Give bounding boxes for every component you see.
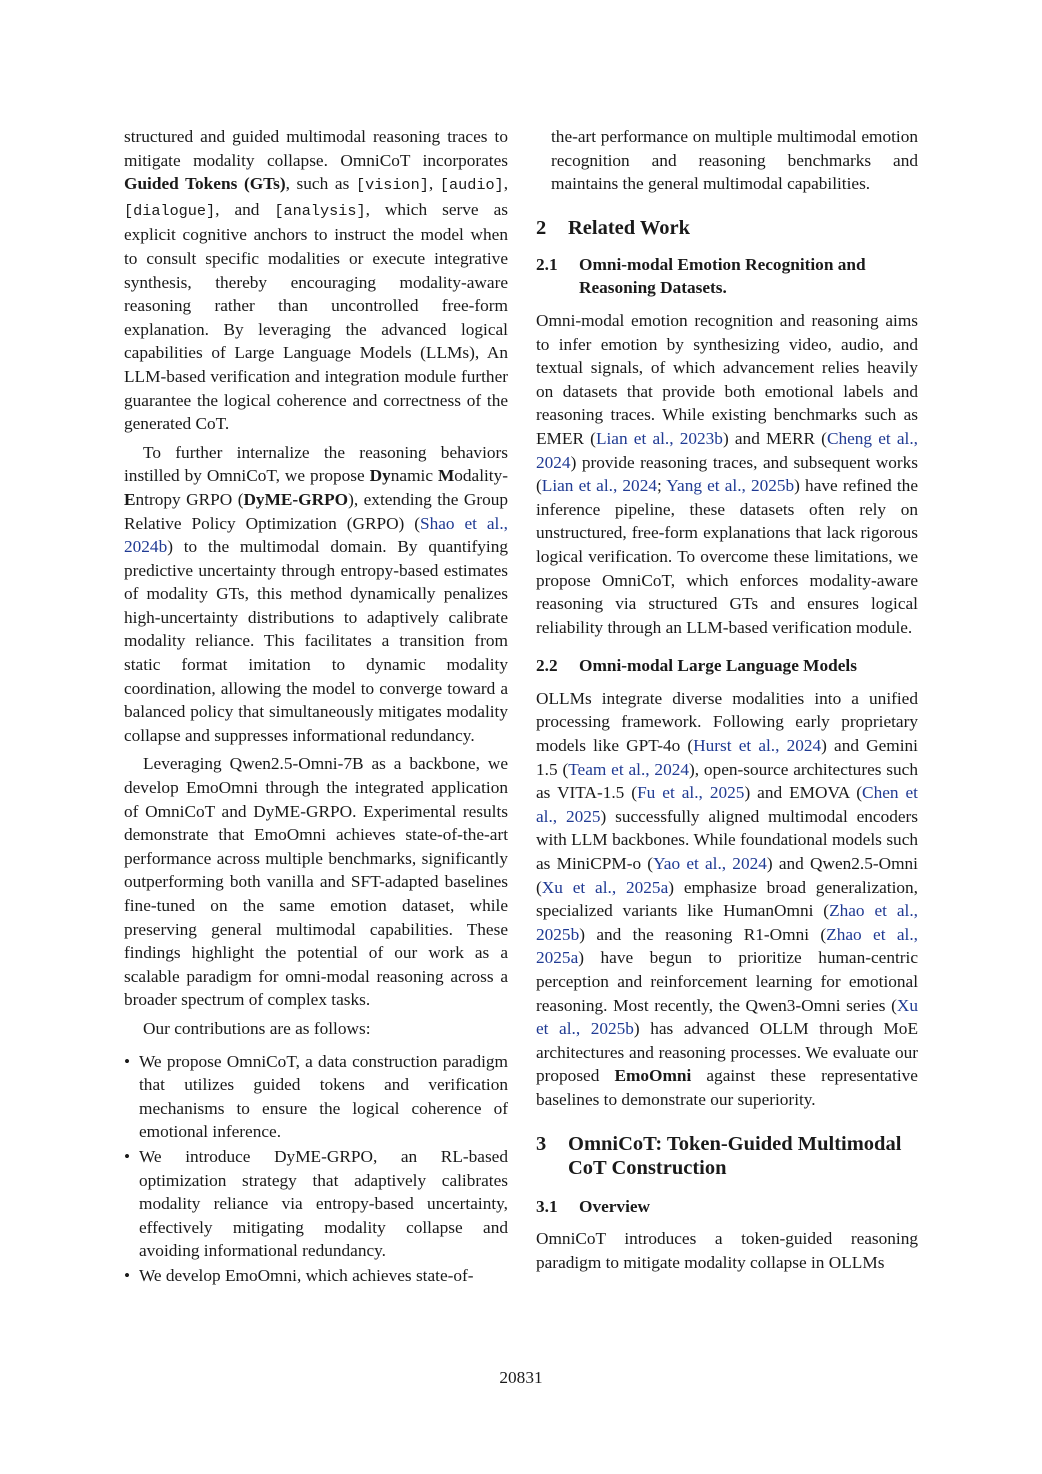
citation-link[interactable]: Fu et al., 2025 (637, 783, 745, 803)
paragraph-3-1: OmniCoT introduces a token-guided reasoning paradigm to mitigate modality collapse in OLLMs (536, 1229, 918, 1272)
subsection-heading-3-1: 3.1 Overview (536, 1196, 651, 1216)
citation-link[interactable]: Chen et al., 2025 (536, 783, 918, 826)
token-vision: [vision] (355, 176, 429, 195)
citation-link[interactable]: Xu et al., 2025a (541, 877, 669, 897)
citation-link[interactable]: Shao et al., 2024b (124, 513, 508, 557)
right-column (536, 125, 918, 1274)
citation-link[interactable]: Yao et al., 2024 (653, 854, 767, 874)
citation-link[interactable]: Yang et al., 2025b (666, 476, 795, 496)
citation-link[interactable]: Xu et al., 2025b (536, 995, 918, 1039)
section-heading-omnicot: 3 OmniCoT: Token-Guided Multimodal CoT Construction (536, 1132, 902, 1179)
contributions-list (124, 1050, 508, 1288)
continued-paragraph: the-art performance on multiple multimodal emotion recognition and reasoning benchmarks and maintains the general multimodal capabilities. (551, 127, 918, 194)
citation-link[interactable]: Lian et al., 2024 (541, 476, 657, 496)
citation-link[interactable]: Hurst et al., 2024 (693, 736, 822, 756)
list-item: • We develop EmoOmni, which achieves state-of- (124, 1264, 508, 1288)
list-item: • We introduce DyME-GRPO, an RL-based optimization strategy that adaptively calibrates modality reliance via entropy-based uncertainty, effectively mitigating modality collapse and avoiding informational redundancy. (124, 1145, 508, 1263)
citation-link[interactable]: Team et al., 2024 (568, 759, 689, 779)
subsection-heading-2-2: 2.2 Omni-modal Large Language Models (536, 656, 857, 676)
citation-link[interactable]: Cheng et al., 2024 (536, 428, 918, 472)
left-column (124, 125, 508, 1289)
token-audio: [audio] (439, 176, 504, 195)
emoomni-term: EmoOmni (614, 1066, 692, 1086)
page-number: 20831 (499, 1368, 543, 1387)
dyme-grpo-term: DyME-GRPO (243, 489, 349, 509)
citation-link[interactable]: Zhao et al., 2025b (536, 901, 918, 944)
paragraph-2-2: OLLMs integrate diverse modalities into a unified processing framework. Following early proprietary models like GPT-4o (Hurst et al., 2024) and Gemini 1.5 (Team et al., 2024), open-source architectures such as VITA-1.5 (Fu et al., 2025) and EMOVA (Chen et al., 2025) successfully aligned multimodal encoders with LLM backbones. While foundational models such as MiniCPM-o (Yao et al., 2024) and Qwen2.5-Omni (Xu et al., 2025a) emphasize broad generalization, specialized variants like HumanOmni (Zhao et al., 2025b) and the reasoning R1-Omni (Zhao et al., 2025a) have begun to prioritize human-centric perception and reinforcement learning for emotional reasoning. Most recently, the Qwen3-Omni series (Xu et al., 2025b) has advanced OLLM through MoE architectures and reasoning processes. We evaluate our proposed EmoOmni against these representative baselines to demonstrate our superiority. (536, 688, 919, 1109)
token-analysis: [analysis] (274, 201, 366, 220)
intro-paragraph-2: To further internalize the reasoning behaviors instilled by OmniCoT, we propose Dynamic Modality-Entropy GRPO (DyME-GRPO), extending the Group Relative Policy Optimization (GRPO) (Shao et al., 2024b) to the multimodal domain. By quantifying predictive uncertainty through entropy-based estimates of modality GTs, this method dynamically penalizes high-uncertainty distributions to adaptively calibrate modality reliance. This facilitates a transition from static format imitation to dynamic modality coordination, allowing the model to converge toward a balanced policy that simultaneously mitigates modality collapse and suppresses informational redundancy. (124, 442, 509, 745)
section-heading-related-work: 2 Related Work (536, 216, 691, 239)
intro-paragraph-3: Leveraging Qwen2.5-Omni-7B as a backbone, we develop EmoOmni through the integrated application of OmniCoT and DyME-GRPO. Experimental results demonstrate that EmoOmni achieves state-of-the-art performance across multiple benchmarks, significantly outperforming both vanilla and SFT-adapted baselines fine-tuned on the same emotion dataset, while preserving general multimodal capabilities. These findings highlight the potential of our work as a scalable paradigm for omni-modal reasoning across a broader spectrum of complex tasks. (124, 754, 508, 1010)
intro-paragraph-1: structured and guided multimodal reasoning traces to mitigate modality collapse. OmniCoT incorporates Guided Tokens (GTs), such as [vision], [audio], [dialogue], and [analysis], which serve as explicit cognitive anchors to instruct the model when to consult specific modalities or execute integrative synthesis, thereby encouraging modality-aware reasoning rather than uncontrolled free-form explanation. By leveraging the advanced logical capabilities of Large Language Models (LLMs), An LLM-based verification and integration module further guarantee the logical coherence and correctness of the generated CoT. (124, 127, 509, 434)
paragraph-2-1: Omni-modal emotion recognition and reasoning aims to infer emotion by synthesizing video, audio, and textual signals, of which advancement relies heavily on datasets that provide both emotional labels and reasoning traces. While existing benchmarks such as EMER (Lian et al., 2023b) and MERR (Cheng et al., 2024) provide reasoning traces, and subsequent works (Lian et al., 2024; Yang et al., 2025b) have refined the inference pipeline, these datasets often rely on unstructured, free-form explanations that lack rigorous logical verification. To overcome these limitations, we propose OmniCoT, which enforces modality-aware reasoning via structured GTs and ensures logical reliability through an LLM-based verification module. (536, 310, 918, 637)
contributions-intro: Our contributions are as follows: (143, 1018, 371, 1038)
citation-link[interactable]: Zhao et al., 2025a (536, 924, 918, 968)
guided-tokens-term: Guided Tokens (GTs) (124, 174, 286, 194)
token-dialogue: [dialogue] (124, 201, 216, 220)
subsection-heading-2-1: 2.1 Omni-modal Emotion Recognition and Reasoning Datasets. (536, 254, 866, 298)
citation-link[interactable]: Lian et al., 2023b (595, 428, 723, 448)
list-item: • We propose OmniCoT, a data construction paradigm that utilizes guided tokens and verification mechanisms to ensure the logical coherence of emotional inference. (124, 1050, 508, 1144)
